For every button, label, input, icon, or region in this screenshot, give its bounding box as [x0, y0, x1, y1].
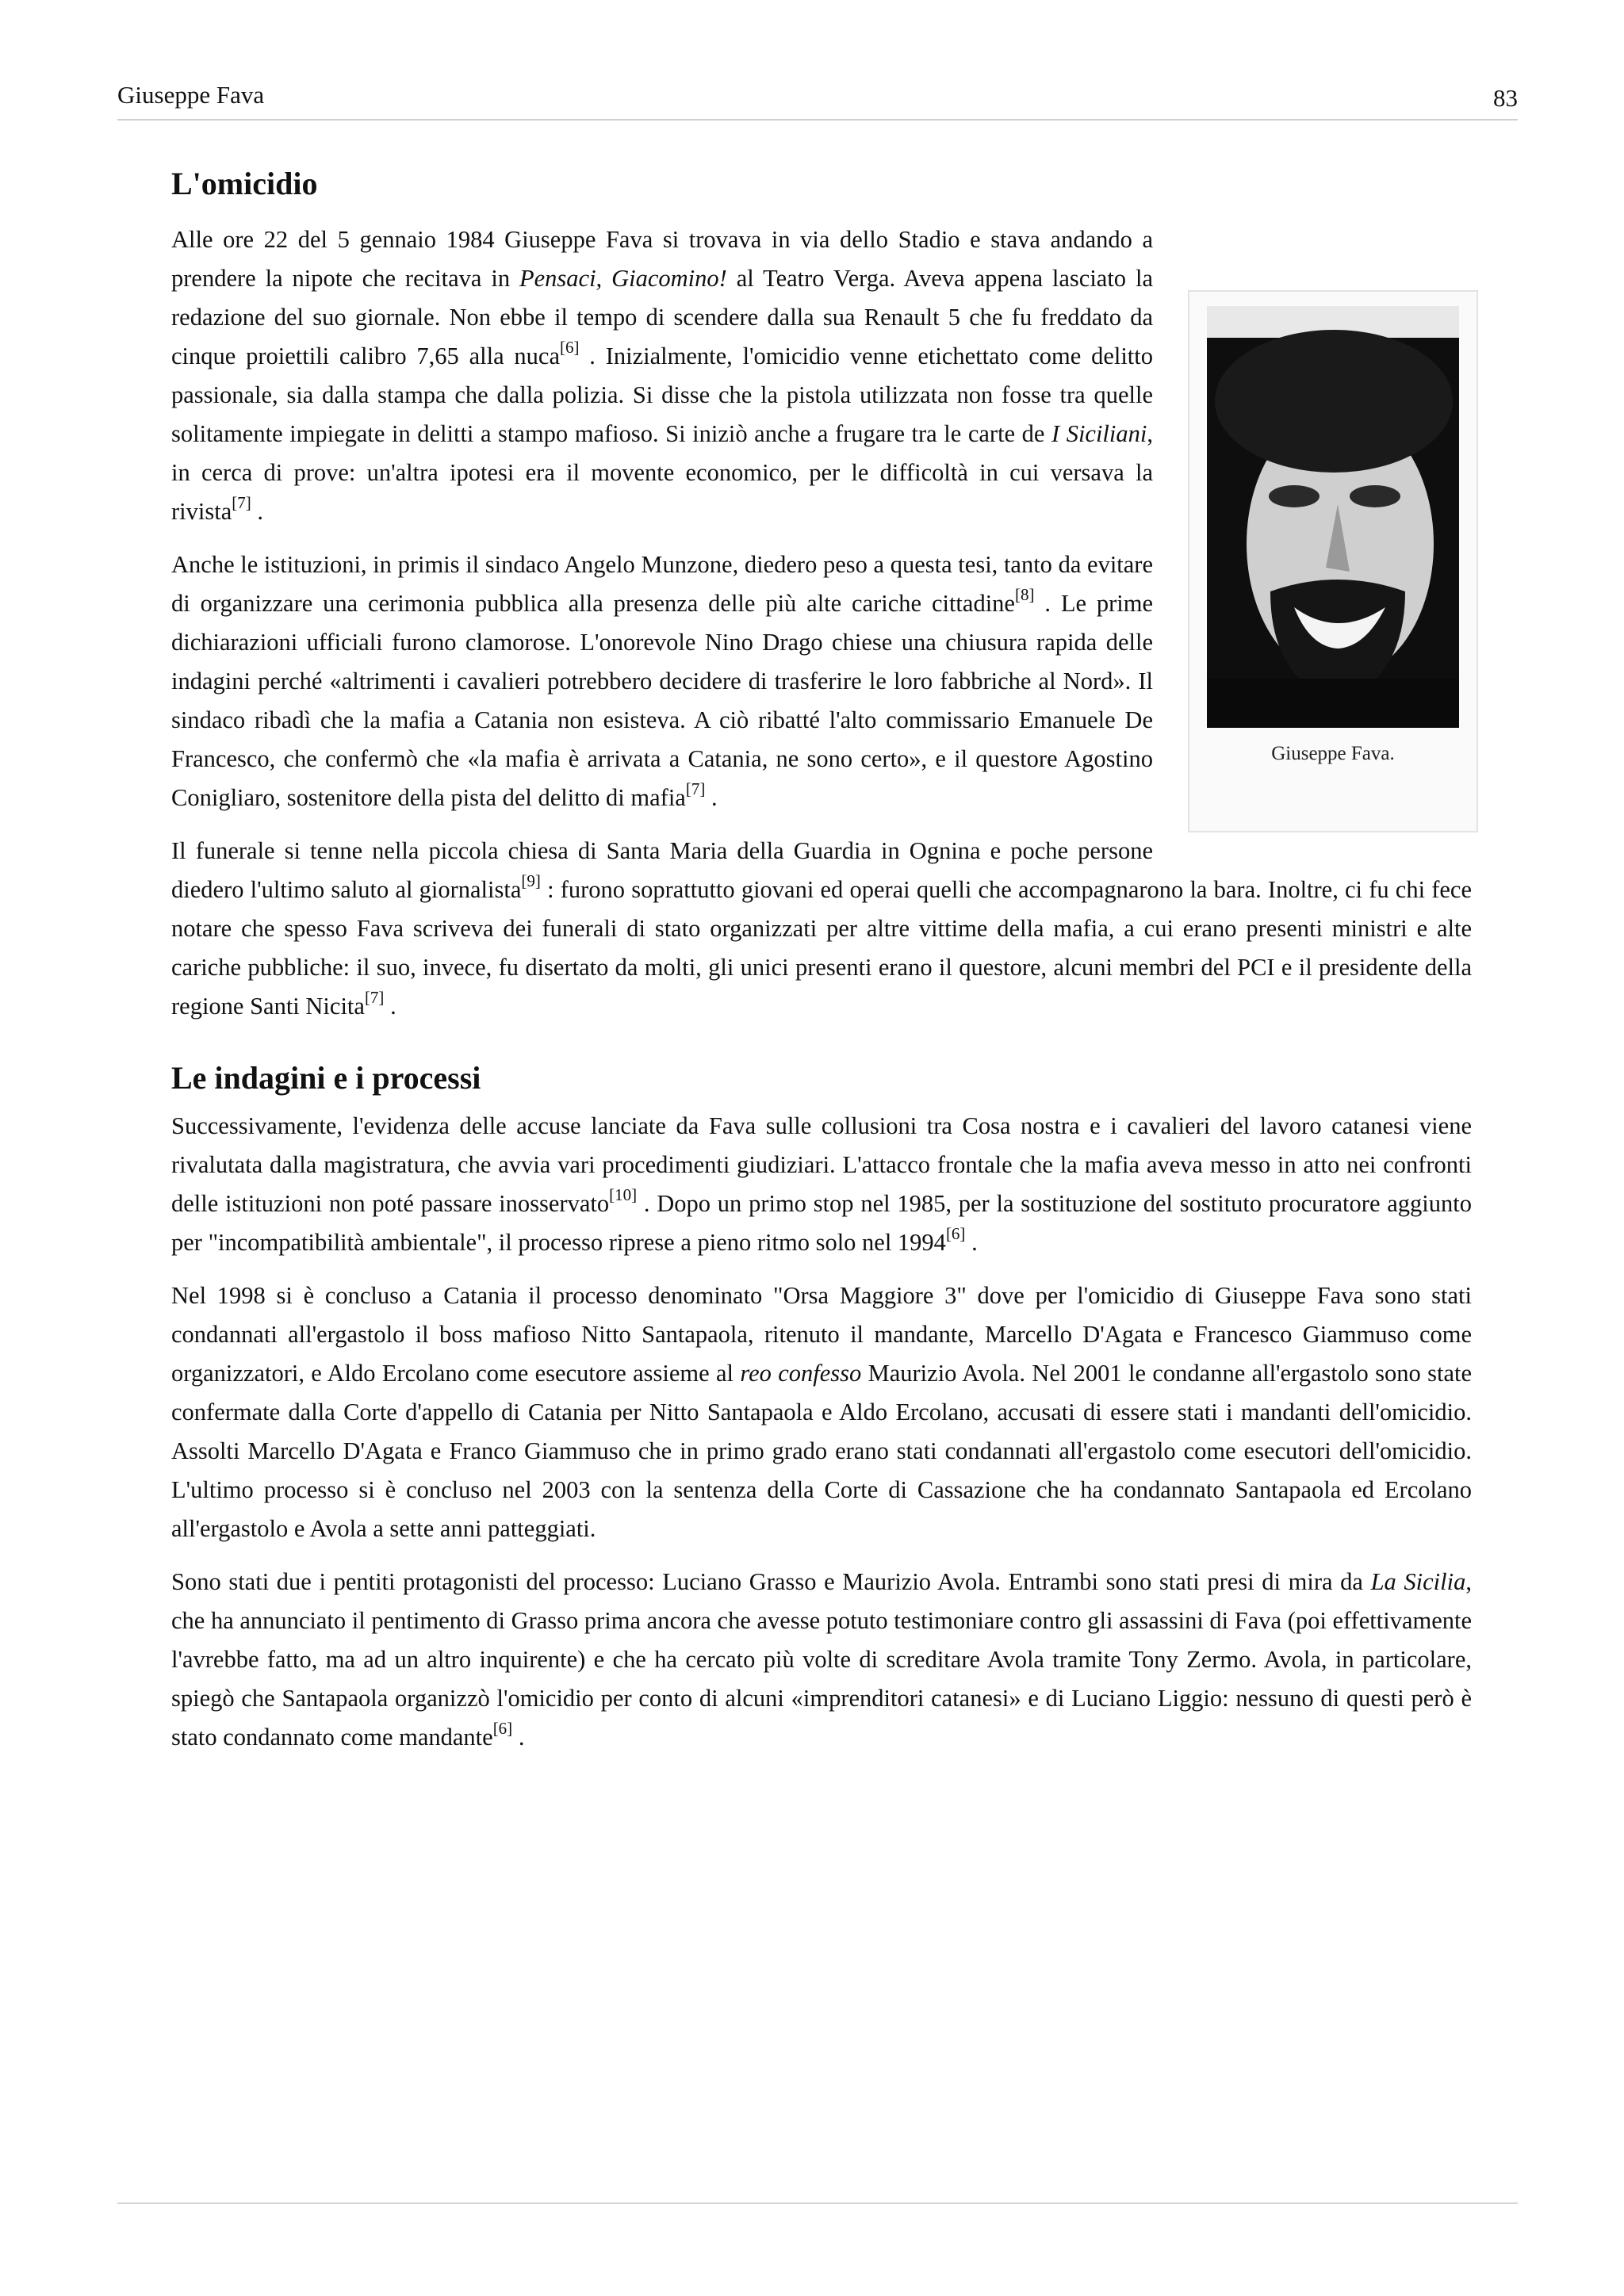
- citation-ref[interactable]: [7]: [685, 779, 706, 798]
- citation-ref[interactable]: [10]: [609, 1185, 638, 1204]
- citation-ref[interactable]: [7]: [364, 988, 385, 1007]
- portrait-figure: [1188, 290, 1478, 832]
- portrait-image: [1207, 306, 1459, 728]
- citation-ref[interactable]: [9]: [521, 871, 541, 890]
- citation-ref[interactable]: [8]: [1014, 585, 1035, 604]
- paragraph: Anche le istituzioni, in primis il sindaco Angelo Munzone, diedero peso a questa tesi, tanto da evitare di organizzare una cerimonia pubblica alla presenza delle più alte cariche cittadine[8] . Le prime dichiarazioni ufficiali furono clamorose. L'onorevole Nino Drago chiese una chiusura rapida delle indagini perché «altrimenti i cavalieri potrebbero decidere di trasferire le loro fabbriche al Nord». Il sindaco ribadì che la mafia a Catania non esisteva. A ciò ribatté l'alto commissario Emanuele De Francesco, che confermò che «la mafia è arrivata a Catania, ne sono certo», e il questore Agostino Conigliaro, sostenitore della pista del delitto di mafia[7] .: [171, 551, 1153, 811]
- portrait-photo: [1207, 306, 1459, 728]
- paragraph: Nel 1998 si è concluso a Catania il processo denominato "Orsa Maggiore 3" dove per l'omicidio di Giuseppe Fava sono stati condannati all'ergastolo il boss mafioso Nitto Santapaola, ritenuto il mandante, Marcello D'Agata e Francesco Giammuso come organizzatori, e Aldo Ercolano come esecutore assieme al reo confesso Maurizio Avola. Nel 2001 le condanne all'ergastolo sono state confermate dalla Corte d'appello di Catania per Nitto Santapaola e Aldo Ercolano, accusati di essere stati i mandanti dell'omicidio. Assolti Marcello D'Agata e Franco Giammuso che in primo grado erano stati condannati all'ergastolo come esecutori dell'omicidio. L'ultimo processo si è concluso nel 2003 con la sentenza della Corte di Cassazione che ha condannato Santapaola ed Ercolano all'ergastolo e Avola a sette anni patteggiati.: [171, 1282, 1472, 1542]
- figure-caption: Giuseppe Fava.: [1271, 743, 1395, 764]
- citation-ref[interactable]: [6]: [560, 338, 580, 357]
- section-heading-omicidio: L'omicidio: [171, 166, 318, 201]
- footer-rule: [117, 2202, 1518, 2204]
- paragraph: Sono stati due i pentiti protagonisti del processo: Luciano Grasso e Maurizio Avola. Entrambi sono stati presi di mira da La Sicilia, che ha annunciato il pentimento di Grasso prima ancora che avesse potuto testimoniare contro gli assassini di Fava (poi effettivamente l'avrebbe fatto, ma ad un altro inquirente) e che ha cercato più volte di screditare Avola tramite Tony Zermo. Avola, in particolare, spiegò che Santapaola organizzò l'omicidio per conto di alcuni «imprenditori catanesi» e di Luciano Liggio: nessuno di questi però è stato condannato come mandante[6] .: [171, 1568, 1473, 1751]
- paragraph: Il funerale si tenne nella piccola chiesa di Santa Maria della Guardia in Ognina e poche persone diedero l'ultimo saluto al giornalista[9] : furono soprattutto giovani ed operai quelli che accompagnarono la bara. Inoltre, ci fu chi fece notare che spesso Fava scriveva dei funerali di stato organizzati per altre vittime della mafia, a cui erano presenti ministri e alte cariche pubbliche: il suo, invece, fu disertato da molti, gli unici presenti erano il questore, alcuni membri del PCI e il presidente della regione Santi Nicita[7] .: [171, 837, 1472, 1020]
- citation-ref[interactable]: [6]: [945, 1224, 966, 1243]
- paragraph: Successivamente, l'evidenza delle accuse lanciate da Fava sulle collusioni tra Cosa nostra e i cavalieri del lavoro catanesi viene rivalutata dalla magistratura, che avvia vari procedimenti giudiziari. L'attacco frontale che la mafia aveva messo in atto nei confronti delle istituzioni non poté passare inosservato[10] . Dopo un primo stop nel 1985, per la sostituzione del sostituto procuratore aggiunto per "incompatibilità ambientale", il processo riprese a pieno ritmo solo nel 1994[6] .: [171, 1112, 1472, 1256]
- citation-ref[interactable]: [6]: [492, 1719, 513, 1738]
- page-header: [117, 79, 1518, 121]
- section-heading-indagini: Le indagini e i processi: [171, 1060, 481, 1096]
- page-number: 83: [1493, 84, 1518, 112]
- article-body: [171, 163, 1472, 1771]
- paragraph: Alle ore 22 del 5 gennaio 1984 Giuseppe Fava si trovava in via dello Stadio e stava andando a prendere la nipote che recitava in Pensaci, Giacomino! al Teatro Verga. Aveva appena lasciato la redazione del suo giornale. Non ebbe il tempo di scendere dalla sua Renault 5 che fu freddato da cinque proiettili calibro 7,65 alla nuca[6] . Inizialmente, l'omicidio venne etichettato come delitto passionale, sia dalla stampa che dalla polizia. Si disse che la pistola utilizzata non fosse tra quelle solitamente impiegate in delitti a stampo mafioso. Si iniziò anche a frugare tra le carte de I Siciliani, in cerca di prove: un'altra ipotesi era il movente economico, per le difficoltà in cui versava la rivista[7] .: [171, 226, 1153, 525]
- citation-ref[interactable]: [7]: [232, 493, 251, 512]
- running-title: Giuseppe Fava: [117, 81, 265, 109]
